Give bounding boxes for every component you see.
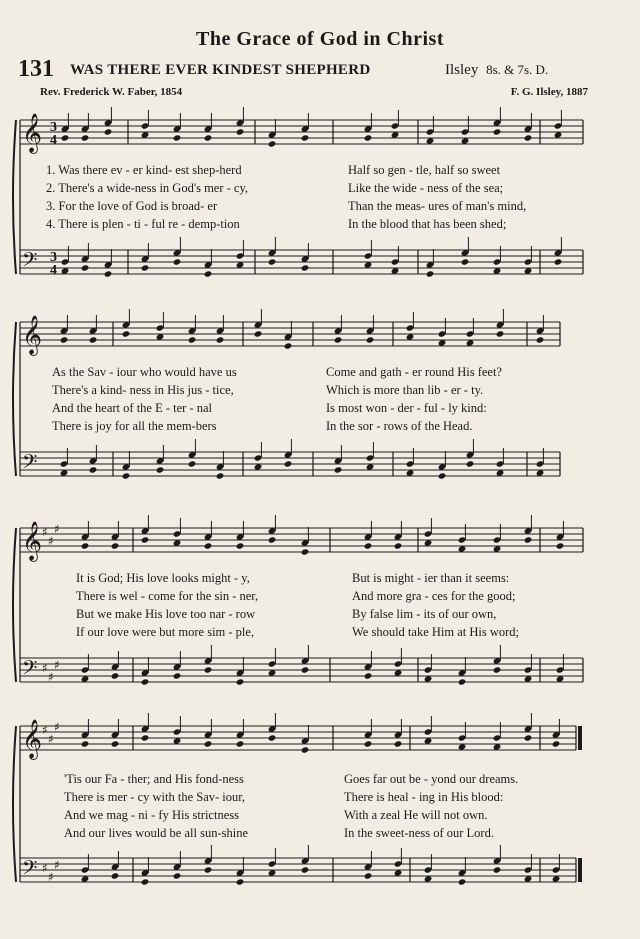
note-head xyxy=(254,330,263,337)
sharp-icon: ♯ xyxy=(54,720,60,734)
note-head xyxy=(104,270,113,277)
note-head xyxy=(122,330,131,337)
note-head xyxy=(89,466,98,473)
music-system-4 xyxy=(0,706,640,906)
note-head xyxy=(141,264,150,271)
lyric-line: With a zeal He will not own. xyxy=(344,808,488,822)
note-head xyxy=(236,740,245,747)
lyric-line: It is God; His love looks might - y, xyxy=(76,571,250,585)
note-head xyxy=(111,740,120,747)
lyric-line: There is wel - come for the sin - ner, xyxy=(76,589,259,603)
brace xyxy=(13,322,16,476)
lyric-line: We should take Him at His word; xyxy=(352,625,520,639)
sharp-icon: ♯ xyxy=(48,732,54,746)
note-head xyxy=(556,542,565,549)
note-head xyxy=(394,740,403,747)
brace xyxy=(13,528,16,682)
lyric-line: 'Tis our Fa - ther; and His fond-ness xyxy=(64,772,244,786)
note-head xyxy=(334,466,343,473)
time-sig-treble-bottom: 4 xyxy=(50,133,57,148)
note-head xyxy=(204,270,213,277)
note-head xyxy=(156,466,165,473)
lyric-line: There is heal - ing in His blood: xyxy=(344,790,504,804)
note-head xyxy=(204,740,213,747)
note-head xyxy=(268,536,277,543)
note-head xyxy=(334,336,343,343)
note-head xyxy=(141,878,150,885)
lyric-line: Half so gen - tle, half so sweet xyxy=(348,163,501,177)
lyric-line: There is joy for all the mem-bers xyxy=(52,419,217,433)
note-head xyxy=(188,460,197,467)
lyric-line: In the blood that has been shed; xyxy=(348,217,507,231)
lyric-line: And more gra - ces for the good; xyxy=(352,589,516,603)
bass-clef-icon: 𝄢 xyxy=(22,248,38,276)
lyric-line: Is most won - der - ful - ly kind: xyxy=(326,401,487,415)
note-head xyxy=(111,872,120,879)
note-head xyxy=(173,134,182,141)
note-head xyxy=(458,878,467,885)
lyric-line: If our love were but more sim - ple, xyxy=(76,625,255,639)
note-head xyxy=(301,746,310,753)
note-head xyxy=(141,678,150,685)
note-head xyxy=(301,548,310,555)
treble-clef-icon: 𝄞 xyxy=(22,113,43,153)
lyric-line: But is might - ier than it seems: xyxy=(352,571,510,585)
bass-clef-icon: 𝄢 xyxy=(22,656,38,684)
lyric-line: There's a kind- ness in His jus - tice, xyxy=(52,383,234,397)
lyric-line: As the Sav - iour who would have us xyxy=(52,365,237,379)
lyric-line: Than the meas- ures of man's mind, xyxy=(348,199,527,213)
sharp-icon: ♯ xyxy=(54,658,60,672)
note-head xyxy=(204,542,213,549)
note-head xyxy=(466,460,475,467)
note-head xyxy=(204,666,213,673)
note-head xyxy=(394,542,403,549)
lyric-line: Come and gath - er round His feet? xyxy=(326,365,502,379)
note-head xyxy=(268,734,277,741)
sharp-icon: ♯ xyxy=(42,525,48,539)
lyric-line: By false lim - its of our own, xyxy=(352,607,497,621)
note-head xyxy=(81,740,90,747)
note-head xyxy=(111,542,120,549)
meter: 8s. & 7s. D. xyxy=(486,62,549,77)
time-sig-treble-top: 3 xyxy=(50,120,57,135)
note-head xyxy=(236,678,245,685)
sharp-icon: ♯ xyxy=(54,522,60,536)
note-head xyxy=(438,472,447,479)
brace xyxy=(13,726,16,882)
note-head xyxy=(493,128,502,135)
page-title: The Grace of God in Christ xyxy=(196,28,444,50)
note-head xyxy=(81,134,90,141)
note-head xyxy=(524,734,533,741)
composer-credit: F. G. Ilsley, 1887 xyxy=(510,86,588,98)
note-head xyxy=(364,872,373,879)
lyric-line: In the sweet-ness of our Lord. xyxy=(344,826,494,840)
sharp-icon: ♯ xyxy=(48,870,54,884)
lyric-line: There is mer - cy with the Sav- iour, xyxy=(64,790,246,804)
tune-name: Ilsley xyxy=(445,62,479,78)
note-head xyxy=(301,666,310,673)
note-head xyxy=(60,336,69,343)
note-head xyxy=(268,140,277,147)
hymn-title: WAS THERE EVER KINDEST SHEPHERD xyxy=(70,62,371,78)
note-head xyxy=(364,542,373,549)
lyric-line: 4. There is plen - ti - ful re - demp-tion xyxy=(46,217,240,231)
note-head xyxy=(173,672,182,679)
note-head xyxy=(89,336,98,343)
note-head xyxy=(81,264,90,271)
note-head xyxy=(236,128,245,135)
note-head xyxy=(204,134,213,141)
note-head xyxy=(364,134,373,141)
note-head xyxy=(364,740,373,747)
note-head xyxy=(496,330,505,337)
note-head xyxy=(216,336,225,343)
note-head xyxy=(268,258,277,265)
note-head xyxy=(141,536,150,543)
note-head xyxy=(284,342,293,349)
note-head xyxy=(81,542,90,549)
lyric-line: In the sor - rows of the Head. xyxy=(326,419,473,433)
note-head xyxy=(493,866,502,873)
note-head xyxy=(554,258,563,265)
note-head xyxy=(524,134,533,141)
note-head xyxy=(461,258,470,265)
lyric-line: 2. There's a wide-ness in God's mer - cy, xyxy=(46,181,249,195)
time-sig-bass-top: 3 xyxy=(50,250,57,265)
sharp-icon: ♯ xyxy=(48,670,54,684)
note-head xyxy=(204,866,213,873)
bass-clef-icon: 𝄢 xyxy=(22,450,38,478)
time-sig-bass-bottom: 4 xyxy=(50,263,57,278)
sharp-icon: ♯ xyxy=(48,534,54,548)
note-head xyxy=(284,460,293,467)
sharp-icon: ♯ xyxy=(42,861,48,875)
lyric-line: And the heart of the E - ter - nal xyxy=(52,401,213,415)
lyric-line: And we mag - ni - fy His strictness xyxy=(64,808,239,822)
note-head xyxy=(216,472,225,479)
tune-info xyxy=(445,62,548,79)
lyric-line: But we make His love too nar - row xyxy=(76,607,256,621)
note-head xyxy=(61,134,70,141)
note-head xyxy=(493,666,502,673)
lyric-line: 1. Was there ev - er kind- est shep-herd xyxy=(46,163,242,177)
note-head xyxy=(236,542,245,549)
note-head xyxy=(366,336,375,343)
note-head xyxy=(524,536,533,543)
note-head xyxy=(173,872,182,879)
note-head xyxy=(301,134,310,141)
treble-clef-icon: 𝄞 xyxy=(22,315,43,355)
hymn-number: 131 xyxy=(18,56,54,82)
treble-clef-icon: 𝄞 xyxy=(22,521,43,561)
note-head xyxy=(111,672,120,679)
note-head xyxy=(188,336,197,343)
sharp-icon: ♯ xyxy=(54,858,60,872)
note-head xyxy=(104,128,113,135)
note-head xyxy=(301,264,310,271)
note-head xyxy=(173,258,182,265)
lyric-line: Like the wide - ness of the sea; xyxy=(348,181,504,195)
lyric-line: Which is more than lib - er - ty. xyxy=(326,383,484,397)
note-head xyxy=(141,734,150,741)
lyric-line: And our lives would be all sun-shine xyxy=(64,826,249,840)
note-head xyxy=(536,336,545,343)
note-head xyxy=(458,678,467,685)
brace xyxy=(13,120,16,274)
note-head xyxy=(122,472,131,479)
author-credit: Rev. Frederick W. Faber, 1854 xyxy=(40,86,183,98)
note-head xyxy=(236,878,245,885)
sharp-icon: ♯ xyxy=(42,661,48,675)
lyric-line: Goes far out be - yond our dreams. xyxy=(344,772,519,786)
note-head xyxy=(301,866,310,873)
sharp-icon: ♯ xyxy=(42,723,48,737)
bass-clef-icon: 𝄢 xyxy=(22,856,38,884)
note-head xyxy=(552,740,561,747)
note-head xyxy=(426,270,435,277)
lyric-line: 3. For the love of God is broad- er xyxy=(46,199,218,213)
note-head xyxy=(364,672,373,679)
treble-clef-icon: 𝄞 xyxy=(22,719,43,759)
